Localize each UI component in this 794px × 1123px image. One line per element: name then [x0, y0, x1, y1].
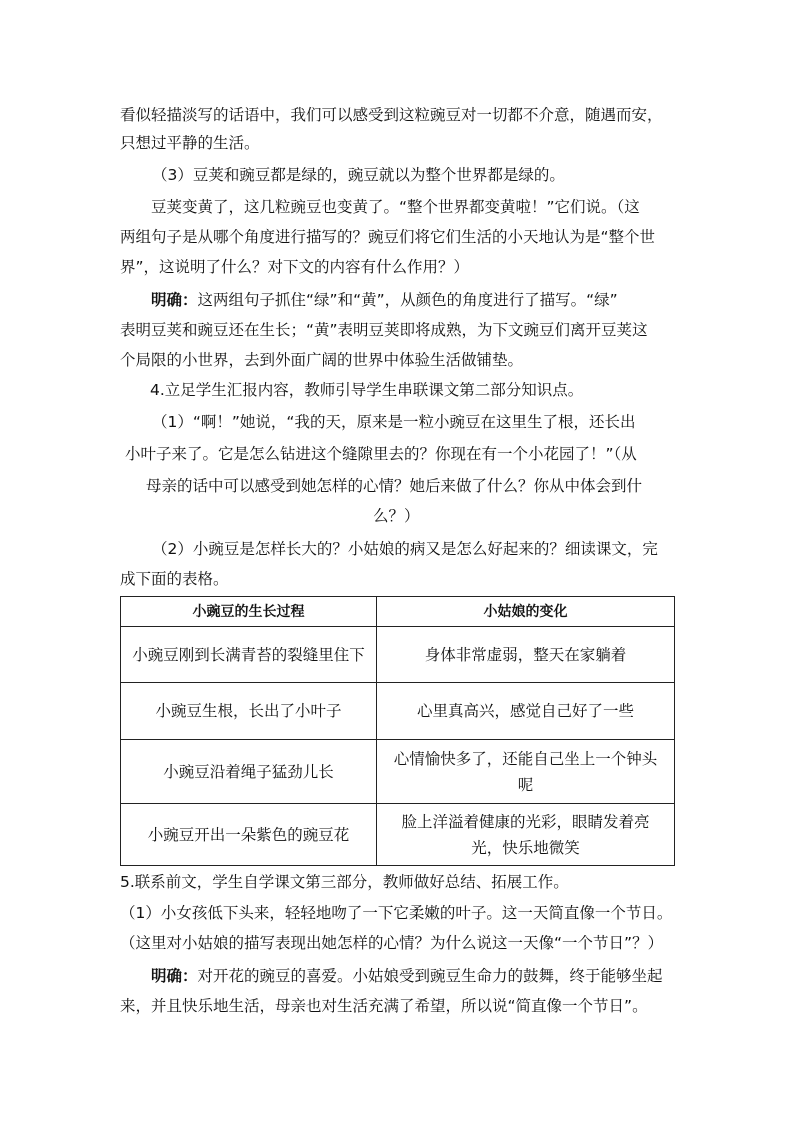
- table-cell: 小豌豆生根，长出了小叶子: [121, 683, 377, 740]
- cell-line: 心情愉快多了，还能自己坐上一个钟头: [393, 749, 658, 768]
- cell-line: 呢: [517, 775, 534, 794]
- paragraph-line: （2）小豌豆是怎样长大的？小姑娘的病又是怎么好起来的？细读课文，完: [152, 540, 658, 558]
- clarify-label: 明确：: [151, 967, 198, 985]
- table-cell: [377, 740, 675, 804]
- paragraph-line: 只想过平静的生活。: [120, 134, 260, 152]
- table-cell: [377, 804, 675, 866]
- table-cell: 心里真高兴，感觉自己好了一些: [377, 683, 675, 740]
- table-header-row: [121, 597, 675, 627]
- growth-comparison-table: [120, 596, 675, 866]
- table-row: [121, 627, 675, 683]
- paragraph-line: （这里对小姑娘的描写表现出她怎样的心情？为什么说这一天像“一个节日”？）: [120, 934, 664, 952]
- paragraph-line: 来，并且快乐地生活，母亲也对生活充满了希望，所以说“简直像一个节日”。: [120, 997, 648, 1015]
- paragraph-text: 对开花的豌豆的喜爱。小姑娘受到豌豆生命力的鼓舞，终于能够坐起: [197, 967, 663, 985]
- paragraph-line: 豆荚变黄了，这几粒豌豆也变黄了。“整个世界都变黄啦！”它们说。（这: [151, 198, 640, 216]
- cell-line: 光，快乐地微笑: [471, 838, 580, 857]
- table-cell: 身体非常虚弱，整天在家躺着: [377, 627, 675, 683]
- table-row: [121, 740, 675, 804]
- paragraph-line: 小叶子来了。它是怎么钻进这个缝隙里去的？你现在有一个小花园了！”（从: [125, 445, 637, 463]
- clarify-paragraph: [151, 966, 663, 986]
- paragraph-line: （1）“啊！”她说，“我的天，原来是一粒小豌豆在这里生了根，还长出: [152, 413, 636, 431]
- paragraph-text: 这两组句子抓住“绿”和“黄”，从颜色的角度进行了描写。“绿”: [197, 291, 618, 309]
- paragraph-line: 两组句子是从哪个角度进行描写的？豌豆们将它们生活的小天地认为是“整个世: [120, 228, 656, 246]
- paragraph-line: 看似轻描淡写的话语中，我们可以感受到这粒豌豆对一切都不介意，随遇而安，: [120, 106, 663, 124]
- table-row: [121, 683, 675, 740]
- paragraph-line: 么？）: [373, 507, 420, 525]
- table-cell: 小豌豆沿着绳子猛劲儿长: [121, 740, 377, 804]
- table-cell: 小豌豆刚到长满青苔的裂缝里住下: [121, 627, 377, 683]
- table-cell: 小豌豆开出一朵紫色的豌豆花: [121, 804, 377, 866]
- table-row: [121, 804, 675, 866]
- paragraph-line: 界”，这说明了什么？对下文的内容有什么作用？）: [120, 258, 470, 276]
- clarify-paragraph: [151, 290, 618, 310]
- paragraph-line: 成下面的表格。: [120, 570, 229, 588]
- paragraph-line: 母亲的话中可以感受到她怎样的心情？她后来做了什么？你从中体会到什: [146, 477, 643, 495]
- table-header-cell: 小姑娘的变化: [377, 597, 675, 627]
- paragraph-line: （1）小女孩低下头来，轻轻地吻了一下它柔嫩的叶子。这一天简直像一个节日。: [120, 904, 673, 922]
- paragraph-line: （3）豆荚和豌豆都是绿的，豌豆就以为整个世界都是绿的。: [152, 166, 565, 184]
- paragraph-line: 4.立足学生汇报内容，教师引导学生串联课文第二部分知识点。: [150, 381, 584, 399]
- paragraph-line: 表明豆荚和豌豆还在生长；“黄”表明豆荚即将成熟，为下文豌豆们离开豆荚这: [120, 321, 648, 339]
- clarify-label: 明确：: [151, 291, 198, 309]
- paragraph-line: 5.联系前文，学生自学课文第三部分，教师做好总结、拓展工作。: [120, 873, 569, 891]
- cell-line: 脸上洋溢着健康的光彩，眼睛发着亮: [401, 812, 650, 831]
- table-header-cell: 小豌豆的生长过程: [121, 597, 377, 627]
- paragraph-line: 个局限的小世界，去到外面广阔的世界中体验生活做铺垫。: [120, 351, 524, 369]
